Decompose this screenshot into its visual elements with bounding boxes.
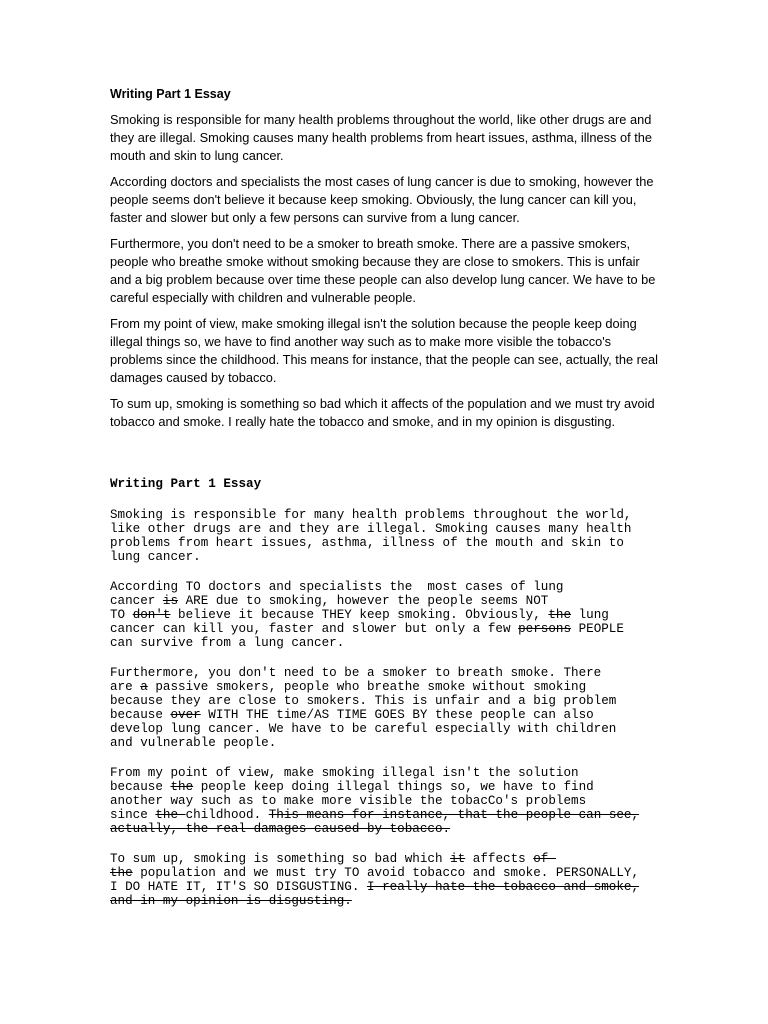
corrected-line — [110, 866, 660, 880]
corrected-essay-title: Writing Part 1 Essay — [110, 477, 262, 491]
text-segment: childhood. — [185, 808, 269, 822]
essay-title: Writing Part 1 Essay — [110, 87, 231, 101]
corrected-line — [110, 536, 660, 550]
corrected-line — [110, 694, 660, 708]
text-segment: because — [110, 708, 171, 722]
deleted-text: the — [155, 808, 186, 822]
text-segment: because they are close to smokers. This is unfair and a big problem — [110, 694, 617, 708]
corrected-paragraph — [110, 508, 660, 564]
text-segment: PEOPLE — [571, 622, 624, 636]
text-segment: like other drugs are and they are illegal. Smoking causes many health — [110, 522, 632, 536]
corrected-line — [110, 722, 660, 736]
deleted-text: actually, the real damages caused by tobacco. — [110, 822, 451, 836]
deleted-text: the — [548, 608, 572, 622]
text-segment: are — [110, 680, 141, 694]
essay-paragraph: From my point of view, make smoking illegal isn't the solution because the people keep doing illegal things so, we have to find another way such as to make more visible the tobacco's problems since the childhood. This means for instance, that the people can see, actually, the real damages caused by tobacco. — [110, 316, 658, 385]
corrected-line — [110, 736, 660, 750]
corrected-paragraph — [110, 580, 660, 650]
text-segment: can survive from a lung cancer. — [110, 636, 345, 650]
corrected-line — [110, 666, 660, 680]
corrected-line — [110, 580, 660, 594]
text-segment: affects — [465, 852, 534, 866]
text-segment: TO — [110, 608, 133, 622]
text-segment: From my point of view, make smoking illegal isn't the solution — [110, 766, 579, 780]
corrected-line — [110, 822, 660, 836]
text-segment: develop lung cancer. We have to be careful especially with children — [110, 722, 617, 736]
text-segment: lung — [571, 608, 609, 622]
corrected-line — [110, 522, 660, 536]
text-segment: problems from heart issues, asthma, illness of the mouth and skin to — [110, 536, 624, 550]
deleted-text: This means for instance, that the people can see, — [268, 808, 640, 822]
corrected-line — [110, 808, 660, 822]
corrected-paragraph — [110, 666, 660, 750]
text-segment: passive smokers, people who breathe smoke without smoking — [147, 680, 587, 694]
corrected-line — [110, 708, 660, 722]
text-segment: Furthermore, you don't need to be a smoker to breath smoke. There — [110, 666, 602, 680]
deleted-text: persons — [518, 622, 572, 636]
original-essay — [110, 86, 660, 439]
deleted-text: I really hate the tobacco and smoke, — [366, 880, 640, 894]
corrected-line — [110, 894, 660, 908]
deleted-text: the — [110, 866, 133, 880]
corrected-line — [110, 608, 660, 622]
text-segment: To sum up, smoking is something so bad which — [110, 852, 451, 866]
text-segment: Smoking is responsible for many health problems throughout the world, — [110, 508, 632, 522]
corrected-line — [110, 780, 660, 794]
text-segment: since — [110, 808, 156, 822]
text-segment: cancer — [110, 594, 163, 608]
corrected-line — [110, 508, 660, 522]
text-segment: According TO doctors and specialists the most cases of lung — [110, 580, 564, 594]
deleted-text: and in my opinion is disgusting. — [110, 894, 352, 908]
corrected-line — [110, 550, 660, 564]
text-segment: lung cancer. — [110, 550, 201, 564]
text-segment: believe it because THEY keep smoking. Obviously, — [170, 608, 549, 622]
corrected-line — [110, 880, 660, 894]
corrected-line — [110, 766, 660, 780]
deleted-text: it — [450, 852, 466, 866]
corrected-line — [110, 852, 660, 866]
text-segment: and vulnerable people. — [110, 736, 277, 750]
text-segment: another way such as to make more visible the tobacCo's problems — [110, 794, 587, 808]
essay-paragraph: According doctors and specialists the most cases of lung cancer is due to smoking, however the people seems don't believe it because keep smoking. Obviously, the lung cancer can kill you, faster and slower but only a few persons can survive from a lung cancer. — [110, 174, 654, 225]
text-segment: population and we must try TO avoid tobacco and smoke. PERSONALLY, — [132, 866, 640, 880]
corrected-paragraph — [110, 766, 660, 836]
text-segment: I DO HATE IT, IT'S SO DISGUSTING. — [110, 880, 367, 894]
corrected-line — [110, 794, 660, 808]
corrected-line — [110, 636, 660, 650]
essay-paragraph: To sum up, smoking is something so bad which it affects of the population and we must try avoid tobacco and smoke. I really hate the tobacco and smoke, and in my opinion is disgusting. — [110, 396, 655, 429]
deleted-text: a — [140, 680, 148, 694]
corrected-line — [110, 594, 660, 608]
essay-paragraph: Furthermore, you don't need to be a smoker to breath smoke. There are a passive smokers, people who breathe smoke without smoking because they are close to smokers. This is unfair and a big problem because over time these people can also develop lung cancer. We have to be careful especially with children and vulnerable people. — [110, 236, 656, 305]
corrected-line — [110, 622, 660, 636]
text-segment: ARE due to smoking, however the people seems NOT — [178, 594, 549, 608]
corrected-essay-body — [110, 508, 660, 908]
text-segment: WITH THE time/AS TIME GOES BY these people can also — [200, 708, 594, 722]
deleted-text: over — [170, 708, 201, 722]
corrected-paragraph — [110, 852, 660, 908]
text-segment: because — [110, 780, 171, 794]
text-segment: people keep doing illegal things so, we have to find — [193, 780, 594, 794]
corrected-essay — [110, 477, 660, 924]
deleted-text: don't — [132, 608, 171, 622]
essay-paragraph: Smoking is responsible for many health problems throughout the world, like other drugs are and they are illegal. Smoking causes many health problems from heart issues, asthma, illness of the mouth and skin to lung cancer. — [110, 112, 652, 163]
corrected-line — [110, 680, 660, 694]
deleted-text: of — [533, 852, 556, 866]
deleted-text: the — [170, 780, 194, 794]
text-segment: cancer can kill you, faster and slower but only a few — [110, 622, 519, 636]
deleted-text: is — [162, 594, 179, 608]
